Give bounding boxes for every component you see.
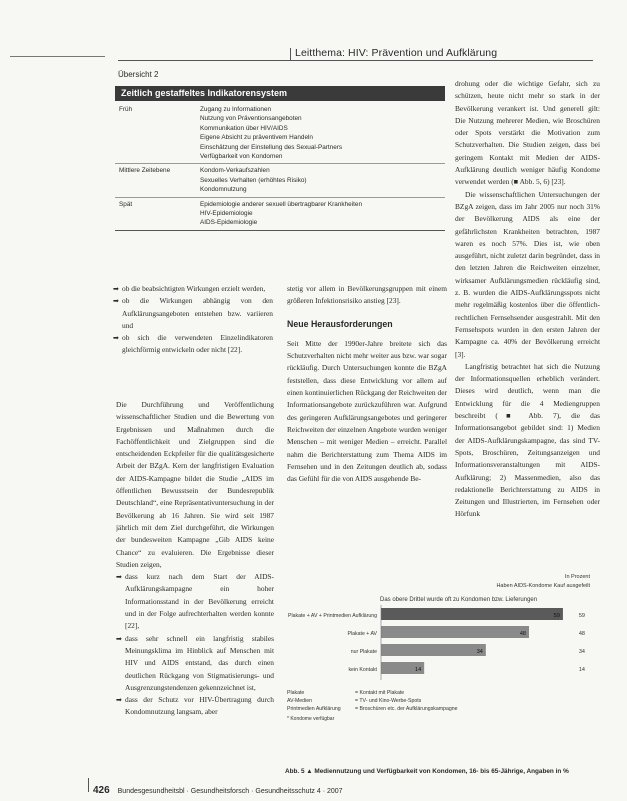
header-rule bbox=[118, 60, 593, 61]
category-label: nur Plakate bbox=[350, 649, 377, 655]
bar bbox=[381, 644, 486, 656]
category-label: Plakate + AV + Printmedien Aufklärung bbox=[287, 613, 377, 619]
table-cell: Kommunikation über HIV/AIDS bbox=[200, 124, 288, 132]
header-divider bbox=[290, 48, 291, 60]
bar-chart bbox=[285, 568, 600, 753]
legend-text: = Kontakt mit Plakate bbox=[355, 690, 405, 696]
arrow-bullet-icon: ➡ bbox=[116, 696, 122, 705]
paragraph: stetig vor allem in Bevölkerungsgruppen mit einem größeren Infektionsrisiko anstieg [23]. bbox=[287, 284, 447, 306]
section-heading: Neue Herausforderungen bbox=[287, 318, 393, 329]
table-cell: Eigene Absicht zu präventivem Handeln bbox=[200, 134, 313, 142]
chart-footnote: * Kondome verfügbar bbox=[287, 716, 335, 722]
table-category: Mittlere Zeitebene bbox=[119, 167, 171, 175]
chart-canvas bbox=[285, 568, 600, 753]
table-cell: Einschätzung der Einstellung des Sexual-Partners bbox=[200, 143, 343, 151]
page-footer bbox=[93, 785, 343, 796]
overview-label: Übersicht 2 bbox=[118, 70, 159, 79]
bar bbox=[381, 626, 529, 638]
chart-unit-label: In Prozent bbox=[564, 574, 590, 580]
table-row-early bbox=[115, 103, 445, 164]
bar bbox=[381, 608, 563, 620]
table-category: Spät bbox=[119, 200, 133, 208]
arrow-bullet-icon: ➡ bbox=[113, 285, 119, 293]
table-category: Früh bbox=[119, 106, 133, 113]
running-header: Leitthema: HIV: Prävention und Aufklärung bbox=[295, 47, 498, 59]
table-cell: HIV-Epidemiologie bbox=[200, 210, 253, 218]
table-cell: AIDS-Epidemiologie bbox=[200, 219, 258, 227]
right-value-label: 48 bbox=[578, 631, 585, 637]
table-cell: Kondomnutzung bbox=[200, 186, 247, 194]
bar-data-label: 34 bbox=[476, 649, 483, 655]
overview-table bbox=[115, 103, 445, 231]
list-item bbox=[113, 295, 273, 332]
legend-key: AV-Medien bbox=[287, 698, 312, 704]
table-cell: Epidemiologie anderer sexuell übertragbarer Krankheiten bbox=[200, 200, 362, 208]
table-cell: Zugang zu Informationen bbox=[200, 106, 272, 113]
list-item bbox=[113, 283, 273, 295]
figure-caption: Abb. 5 ▲ Mediennutzung und Verfügbarkeit von Kondomen, 16- bis 65-Jährige, Angaben in % bbox=[285, 768, 569, 775]
bar-data-label: 59 bbox=[553, 613, 560, 619]
legend-key: Printmedien Aufklärung bbox=[287, 706, 341, 712]
right-value-label: 14 bbox=[578, 667, 585, 673]
column-3 bbox=[455, 78, 600, 568]
list-item bbox=[116, 694, 274, 719]
overview-table-title: Zeitlich gestaffeltes Indikatorensystem bbox=[115, 86, 445, 101]
arrow-bullet-icon: ➡ bbox=[113, 334, 119, 343]
list-item bbox=[113, 332, 273, 357]
page-edge-mark bbox=[10, 56, 105, 57]
category-label: kein Kontakt bbox=[348, 667, 377, 673]
list-item bbox=[116, 571, 274, 632]
table-cell: Nutzung von Präventionsangeboten bbox=[200, 115, 302, 123]
column-1-body bbox=[116, 399, 274, 795]
list-item-text: dass der Schutz vor HIV-Übertragung durch Kondomnutzung langsam, aber bbox=[125, 695, 274, 717]
table-row-middle bbox=[115, 164, 445, 197]
chart-title: Das obere Drittel wurde oft zu Kondomen bzw. Lieferungen bbox=[380, 597, 538, 603]
legend-key: Plakate bbox=[287, 690, 305, 696]
chart-top-note: Haben AIDS-Kondome Kauf ausgefeilt bbox=[496, 583, 590, 589]
list-item-text: dass sehr schnell ein langfristig stabiles Meinungsklima im Hinblick auf Menschen mit HIV und AIDS entstand, das durch einen deutlichen Rückgang von Stigmatisierungs- und Ausgrenzungstendenzen gekennzeichnet ist, bbox=[125, 633, 274, 692]
arrow-bullet-icon: ➡ bbox=[116, 573, 122, 582]
table-cell: Sexuelles Verhalten (erhöhtes Risiko) bbox=[200, 176, 307, 184]
paragraph: Die Durchführung und Veröffentlichung wissenschaftlicher Studien und die Bewertung von Ergebnissen und Maßnahmen durch die Fachöffentlichkeit und Zielgruppen sind die entscheidenden Eckpfeiler für die qualitätsgesicherte Arbeit der BZgA. Kern der langfristigen Evaluation der AIDS-Kampagne bildet die Studie „AIDS im öffentlichen Bewusstsein der Bundesrepublik Deutschland“, eine Repräsentativuntersuchung in der Bevölkerung ab 16 Jahren. Sie wird seit 1987 jährlich mit dem Ziel durchgeführt, die Wirkungen der bundesweiten Kampagne „Gib AIDS keine Chance“ zu evaluieren. Die Ergebnisse dieser Studien zeigen, bbox=[116, 400, 274, 569]
arrow-bullet-icon: ➡ bbox=[116, 634, 122, 643]
list-item-text: ob sich die verwendeten Einzelindikatoren gleichförmig entwickeln oder nicht [22]. bbox=[122, 333, 273, 355]
paragraph: Langfristig betrachtet hat sich die Nutzung der Informationsquellen erheblich verändert. Dieses wird deutlich, wenn man die Entwicklung für die 4 Mediengruppen beschreibt (■ Abb. 7), die das Informationsangebot gebildet sind: 1) Medien der AIDS-Aufklärungskampagne, das sind TV-Spots, Broschüren, Zeitungsanzeigen und Informationsveranstaltungen mit AIDS-Aufklärung; 2) Massenmedien, also das redaktionelle Berichterstattung zu AIDS in Zeitungen und Illustrierten, im Fernsehen oder Hörfunk bbox=[455, 361, 600, 519]
paragraph: Seit Mitte der 1990er-Jahre breitete sich das Schutzverhalten nicht mehr weiter aus bzw. war sogar rückläufig. Durch Untersuchungen konnte die BZgA feststellen, dass diese Entwicklung vor allem auf einen kontinuierlichen Rückgang der Reichweiten der Informationsangebote zurückzuführen war. Aufgrund des geringeren Aufklärungsangebotes und geringerer Reichweiten der einzelnen Angebote wurden weniger Menschen – mit weniger Medien – erreicht. Parallel nahm die Berichterstattung zum Thema AIDS im Fernsehen und in den Zeitungen deutlich ab, sodass das Gefühl für die von AIDS ausgehende Be- bbox=[287, 338, 447, 484]
bar-data-label: 14 bbox=[415, 667, 422, 673]
category-label: Plakate + AV bbox=[347, 631, 377, 637]
right-value-label: 59 bbox=[578, 613, 585, 619]
list-item bbox=[116, 633, 274, 694]
page-number: 426 bbox=[93, 785, 110, 796]
paragraph: drohung oder die wichtige Gefahr, sich zu schützen, heute nicht mehr so stark in der Bevölkerung verankert ist. Und generell gilt: Die Nutzung mehrerer Medien, wie Broschüren oder Spots verstärkt die Motivation zum Schutzverhalten. Die Studien zeigen, dass bei geringem Kontakt mit Medien der AIDS-Aufklärung deutlich weniger häufig Kondome verwendet werden (■ Abb. 5, 6) [23]. bbox=[455, 79, 600, 187]
bar-data-label: 48 bbox=[519, 631, 526, 637]
table-cell: Kondom-Verkaufszahlen bbox=[200, 167, 270, 175]
journal-name: Bundesgesundheitsbl · Gesundheitsforsch · Gesundheitsschutz 4 · 2007 bbox=[117, 788, 343, 795]
list-item-text: ob die Wirkungen abhängig von den Aufklärungsangeboten entstehen bzw. variieren und bbox=[122, 296, 273, 330]
legend-text: = Broschüren etc. der Aufklärungskampagne bbox=[355, 706, 458, 712]
footer-divider bbox=[88, 778, 89, 792]
list-item-text: dass kurz nach dem Start der AIDS-Aufklärungskampagne ein hoher Informationsstand in der Bevölkerung erreicht und in der Folge aufrechterhalten werden konnte [22], bbox=[125, 572, 274, 631]
bullet-list bbox=[113, 283, 273, 357]
legend-text: = TV- und Kino-Werbe-Spots bbox=[355, 698, 422, 704]
column-2 bbox=[287, 283, 447, 558]
list-item-text: ob die beabsichtigten Wirkungen erzielt werden, bbox=[122, 284, 266, 293]
table-row-late bbox=[115, 198, 445, 231]
table-cell: Verfügbarkeit von Kondomen bbox=[200, 153, 283, 161]
paragraph: Die wissenschaftlichen Untersuchungen der BZgA zeigen, dass im Jahr 2005 nur noch 31% der Bevölkerung AIDS als eine der gefährlichsten Krankheiten betrachten, 1987 waren es noch 57%. Dies ist, wie oben ausgeführt, nicht zuletzt darin begründet, dass in den letzten Jahren die Reichweiten einzelner, wirksamer Aufklärungsmedien rückläufig sind, z. B. wurden die AIDS-Aufklärungsspots nicht mehr regelmäßig kostenlos über die öffentlich-rechtlichen Fernsehsender ausgestrahlt. Mit den Fernsehspots wurden in den ersten Jahren der Kampagne ca. 40% der Bevölkerung erreicht [3]. bbox=[455, 189, 600, 359]
right-value-label: 34 bbox=[578, 649, 585, 655]
arrow-bullet-icon: ➡ bbox=[113, 297, 119, 306]
